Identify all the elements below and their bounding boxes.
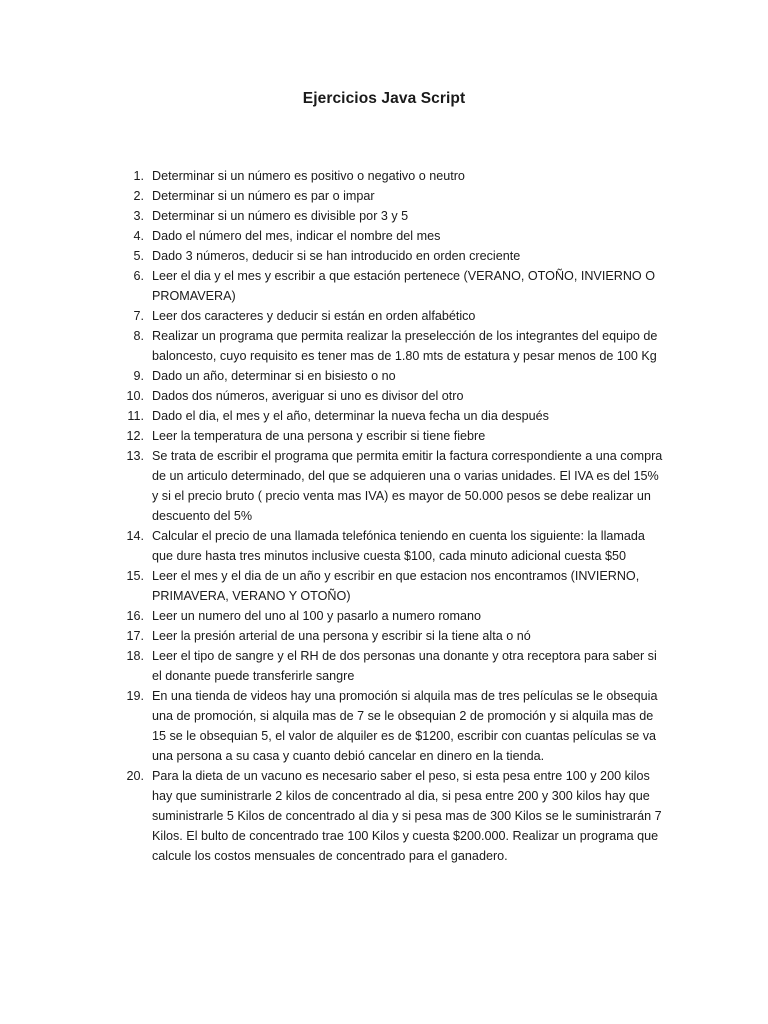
list-item-number: 15. — [126, 569, 144, 583]
list-item — [116, 366, 664, 386]
list-item-number: 14. — [126, 529, 144, 543]
list-item-number: 5. — [133, 249, 144, 263]
list-item-number: 19. — [126, 689, 144, 703]
list-item-number: 9. — [133, 369, 144, 383]
list-item — [116, 306, 664, 326]
list-item — [116, 266, 664, 306]
list-item — [116, 566, 664, 606]
list-item — [116, 426, 664, 446]
list-item-text: Dados dos números, averiguar si uno es divisor del otro — [152, 389, 464, 403]
list-item — [116, 326, 664, 366]
list-item-text: Determinar si un número es positivo o negativo o neutro — [152, 169, 465, 183]
list-item-number: 17. — [126, 629, 144, 643]
list-item-text: Leer el mes y el dia de un año y escribir en que estacion nos encontramos (INVIERNO, PRIMAVERA, VERANO Y OTOÑO) — [152, 569, 640, 603]
list-item-text: Determinar si un número es par o impar — [152, 189, 375, 203]
list-item-text: Realizar un programa que permita realizar la preselección de los integrantes del equipo de baloncesto, cuyo requisito es tener mas de 1.80 mts de estatura y pesar menos de 100 Kg — [152, 329, 658, 363]
list-item-number: 6. — [133, 269, 144, 283]
list-item-number: 3. — [133, 209, 144, 223]
list-item-number: 1. — [133, 169, 144, 183]
list-item-number: 13. — [126, 449, 144, 463]
list-item — [116, 226, 664, 246]
list-item-text: Leer la presión arterial de una persona y escribir si la tiene alta o nó — [152, 629, 531, 643]
list-item-text: Determinar si un número es divisible por 3 y 5 — [152, 209, 409, 223]
list-item-number: 10. — [126, 389, 144, 403]
list-item — [116, 686, 664, 766]
list-item-number: 11. — [127, 409, 144, 423]
exercise-list — [116, 166, 664, 866]
list-item-number: 12. — [126, 429, 144, 443]
list-item-number: 18. — [126, 649, 144, 663]
list-item-number: 7. — [133, 309, 144, 323]
list-item — [116, 206, 664, 226]
list-item-text: Leer la temperatura de una persona y escribir si tiene fiebre — [152, 429, 486, 443]
list-item — [116, 186, 664, 206]
list-item-number: 16. — [126, 609, 144, 623]
list-item-text: Para la dieta de un vacuno es necesario saber el peso, si esta pesa entre 100 y 200 kilos hay que suministrarle 2 kilos de concentrado al dia, si pesa entre 200 y 300 kilos hay que suministrarle 5 Kilos de concentrado al dia y si pesa mas de 300 Kilos se le suministrarán 7 Kilos. El bulto de concentrado trae 100 Kilos y cuesta $200.000. Realizar un programa que calcule los costos mensuales de concentrado para el ganadero. — [152, 769, 662, 863]
list-item-text: Dado el número del mes, indicar el nombre del mes — [152, 229, 441, 243]
list-item — [116, 246, 664, 266]
document-title: Ejercicios Java Script — [302, 90, 466, 107]
list-item-number: 4. — [133, 229, 144, 243]
list-item — [116, 406, 664, 426]
list-item — [116, 446, 664, 526]
list-item-text: Leer el tipo de sangre y el RH de dos personas una donante y otra receptora para saber si el donante puede transferirle sangre — [152, 649, 657, 683]
list-item — [116, 386, 664, 406]
list-item-text: Leer dos caracteres y deducir si están en orden alfabético — [152, 309, 476, 323]
list-item-text: Dado el dia, el mes y el año, determinar la nueva fecha un dia después — [152, 409, 549, 423]
list-item — [116, 166, 664, 186]
list-item — [116, 526, 664, 566]
list-item-text: Dado un año, determinar si en bisiesto o no — [152, 369, 396, 383]
list-item-number: 2. — [133, 189, 144, 203]
list-item-text: Se trata de escribir el programa que permita emitir la factura correspondiente a una compra de un articulo determinado, del que se adquieren una o varias unidades. El IVA es del 15% y si el precio bruto ( precio venta mas IVA) es mayor de 50.000 pesos se debe realizar un descuento del 5% — [152, 449, 663, 523]
list-item-text: Leer el dia y el mes y escribir a que estación pertenece (VERANO, OTOÑO, INVIERNO O PROMAVERA) — [152, 269, 656, 303]
list-item — [116, 606, 664, 626]
list-item-text: Calcular el precio de una llamada telefónica teniendo en cuenta los siguiente: la llamada que dure hasta tres minutos inclusive cuesta $100, cada minuto adicional cuesta $50 — [152, 529, 645, 563]
list-item — [116, 626, 664, 646]
list-item-text: En una tienda de videos hay una promoción si alquila mas de tres películas se le obsequia una de promoción, si alquila mas de 7 se le obsequian 2 de promoción y si alquila mas de 15 se le obsequian 5, el valor de alquiler es de $1200, escribir con cuantas películas se va una persona a su casa y cuanto debió cancelar en dinero en la tienda. — [152, 689, 658, 763]
list-item-number: 8. — [133, 329, 144, 343]
list-item — [116, 766, 664, 866]
list-item — [116, 646, 664, 686]
list-item-text: Dado 3 números, deducir si se han introducido en orden creciente — [152, 249, 521, 263]
list-item-number: 20. — [126, 769, 144, 783]
list-item-text: Leer un numero del uno al 100 y pasarlo a numero romano — [152, 609, 482, 623]
